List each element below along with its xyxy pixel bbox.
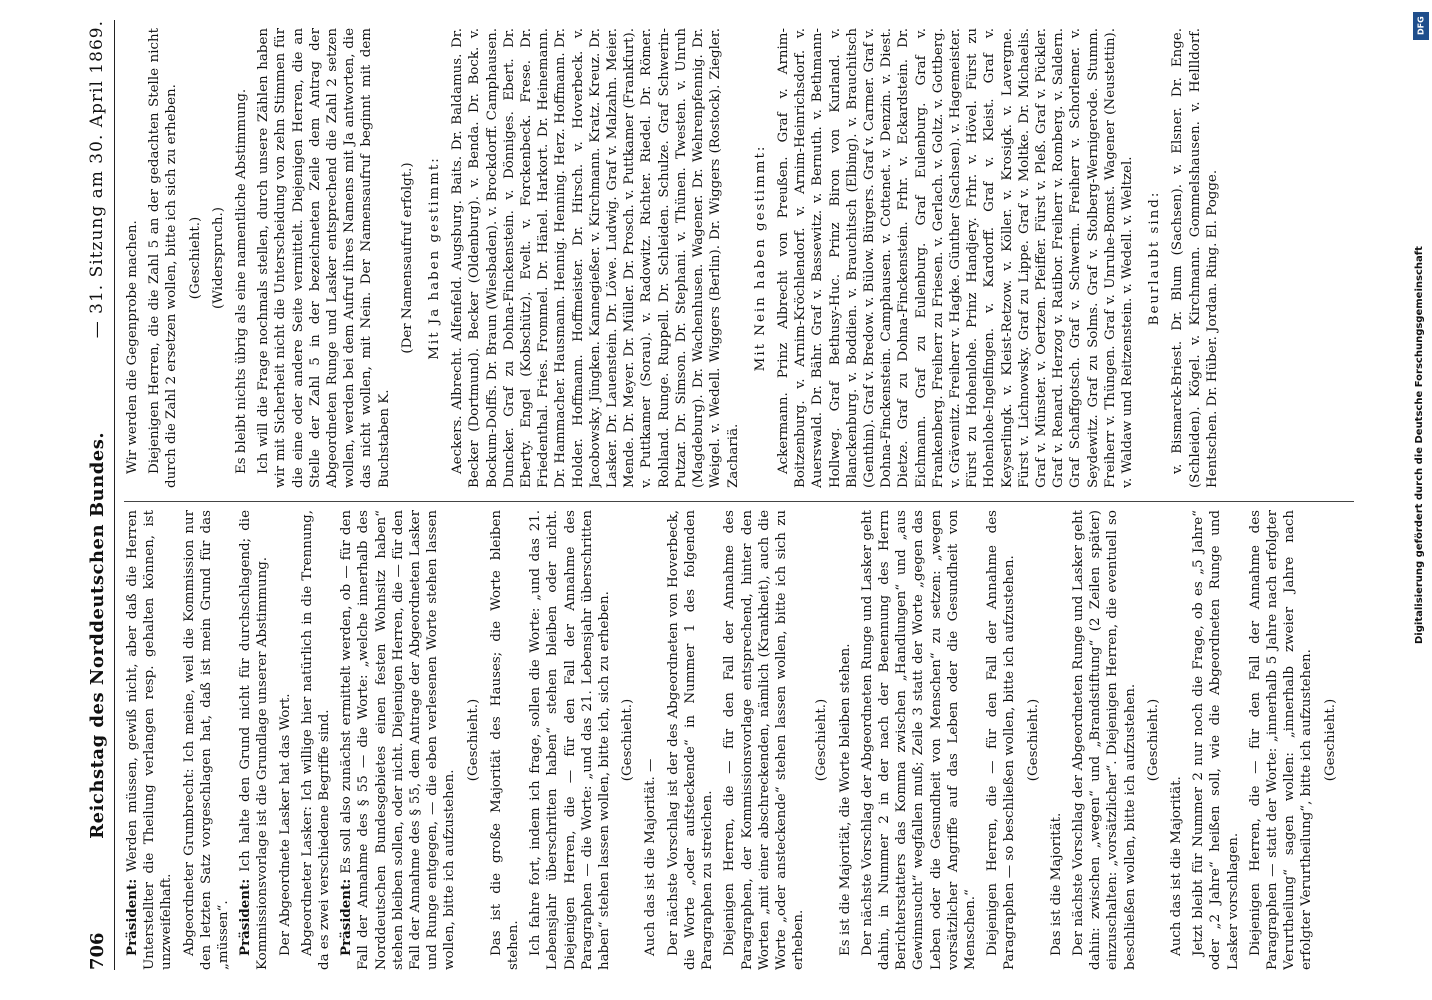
right-column	[124, 28, 1364, 488]
paragraph-text: Der nächste Vorschlag der Abgeordneten Runge und Lasker geht dahin: zwischen „wegen“ und „Brandstiftung“ (2 Zeilen später) einzuschalten: „vorsätzlicher“. Diejenigen Herren, die eventuell so beschließen wollen, bitte ich aufzustehen.	[1070, 510, 1138, 970]
page-title: Reichstag des Norddeutschen Bundes.	[86, 431, 108, 839]
vote-heading: Beurlaubt sind:	[1147, 190, 1163, 326]
stage-direction: (Geschieht.)	[620, 698, 636, 782]
paragraph	[181, 510, 233, 970]
paragraph-text: Auch das ist die Majorität.	[1168, 776, 1184, 956]
paragraph-text: Diejenigen Herren, die — für den Fall der Annahme des Paragraphen — statt der Worte: „innerhalb 5 Jahre nach erfolgter Verurtheilung“ sagen wollen: „innerhalb zweier Jahre nach erfolgter Verurtheilung“, bitte ich aufzustehen.	[1247, 510, 1315, 970]
paragraph	[1190, 510, 1242, 970]
paragraph	[1168, 510, 1185, 970]
paragraph	[124, 510, 176, 970]
vote-heading: Mit Ja haben gestimmt:	[427, 156, 443, 360]
paragraph	[124, 28, 141, 488]
stage-direction: (Geschieht.)	[1322, 698, 1338, 782]
paragraph-text: Der nächste Vorschlag der Abgeordneten Runge und Lasker geht dahin, in Nummer 2 in der nach der Benennung des Herrn Berichterstatters das Komma zwischen „Handlungen“ und „aus Gewinnsucht“ wegfallen muß; Zeile 3 statt der Worte „gegen das Leben oder die Gesundheit von Menschen“ zu setzen: „wegen vorsätzlicher Angriffe auf das Leben oder die Gesundheit von Menschen.“	[859, 510, 978, 970]
paragraph	[237, 510, 271, 970]
paragraph	[1048, 510, 1065, 970]
vote-heading: Mit Nein haben gestimmt:	[752, 144, 768, 372]
stage-direction: (Widerspruch.)	[210, 207, 226, 310]
document-page	[42, 0, 1422, 1000]
paragraph-text: Abgeordneter Grumbrecht: Ich meine, weil die Kommission nur den letzten Satz vorgeschlagen hat, daß ist mein Grund für das „müssen“.	[181, 510, 232, 970]
paragraph	[449, 28, 741, 488]
paragraph	[1169, 28, 1221, 488]
stage-direction: (Geschieht.)	[1145, 698, 1161, 782]
paragraph-text: Wir werden die Gegenprobe machen.	[125, 220, 140, 474]
paragraph	[277, 510, 294, 970]
speaker-label: Präsident:	[124, 878, 140, 956]
paragraph	[299, 510, 333, 970]
paragraph-text: Abgeordneter Lasker: Ich willige hier natürlich in die Trennung, da es zwei verschiedene Begriffe sind.	[299, 510, 333, 970]
paragraph	[859, 510, 979, 970]
column-divider	[124, 501, 1354, 502]
paragraph-text: Es ist die Majorität, die Worte bleiben stehen.	[837, 643, 853, 956]
page-header	[80, 20, 115, 970]
left-column	[124, 510, 1364, 970]
paragraph-text: Der Abgeordnete Lasker hat das Wort.	[277, 693, 293, 956]
paragraph	[488, 510, 522, 970]
paragraph	[146, 28, 180, 488]
paragraph-text: v. Bismarck-Briest. Dr. Blum (Sachsen). v. Elsner. Dr. Enge. (Schleiden). Kögel. v. Kirchmann. Gommelshausen. v. Hellldorf. Hentschen. Dr. Hüber. Jordan. Ring. El. Pogge.	[1170, 28, 1220, 488]
paragraph-text: Das ist die große Majorität des Hauses; die Worte bleiben stehen.	[488, 510, 522, 970]
session-line: — 31. Sitzung am 30. April 1869.	[87, 20, 107, 339]
paragraph-text: Ackermann. Prinz Albrecht von Preußen. Graf v. Arnim-Boitzenburg. v. Arnim-Kröchlendorf. v. Arnim-Heinrichsdorf. v. Auerswald. Dr. Bähr. Graf v. Bassewitz. v. Bernuth. v. Bethmann-Hollweg. Graf Bethusy-Huc. Prinz Biron von Kurland. v. Blanckenburg. v. Boddien. v. Brauchitsch (Elbing). v. Brauchitsch (Genthin). Graf v. Bredow. v. Bülow. Bürgers. Graf v. Carmer. Graf v. Dohna-Finckenstein. Camphausen. v. Cottenet. v. Denzin. v. Diest. Dietze. Graf zu Dohna-Finckenstein. Frhr. v. Eckardstein. Dr. Eichmann. Graf zu Eulenburg. Graf Eulenburg. Graf v. Frankenberg. Freiherr zu Friesen. v. Gerlach. v. Goltz. v. Gottberg. v. Grävenitz. Freiherr v. Hagke. Günther (Sachsen). v. Hagemeister. Fürst zu Hohenlohe. Prinz Handjery. Frhr. v. Hövel. Fürst zu Hohenlohe-Ingelfingen. v. Kardorff. Graf v. Kleist. Graf v. Keyserlingk. v. Kleist-Retzow. v. Köller. v. Krosigk. v. Lavergne. Fürst v. Lichnowsky. Graf zu Lippe. Graf v. Moltke. Dr. Michaelis. Graf v. Münster. v. Oertzen. Pfeiffer. Fürst v. Pleß. Graf v. Pückler. Graf v. Renard. Herzog v. Ratibor. Freiherr v. Romberg. v. Saldern. Graf Schaffgotsch. Graf v. Schwerin. Freiherr v. Schorlemer. v. Seydewitz. Graf zu Solms. Graf v. Stolberg-Wernigerode. Stumm. Freiherr v. Thüngen. Graf v. Unruhe-Bomst. Wagener (Neustettin). v. Waldaw und Reitzenstein. v. Wedell. v. Weltzel.	[775, 28, 1135, 488]
paragraph-text: Jetzt bleibt für Nummer 2 nur noch die Frage, ob es „5 Jahre“ oder „2 Jahre“ heißen soll, wie die Abgeordneten Runge und Lasker vorschlagen.	[1191, 510, 1241, 970]
stage-direction: (Der Namensaufruf erfolgt.)	[399, 162, 415, 354]
stage-direction: (Geschieht.)	[1025, 698, 1041, 782]
stage-direction: (Geschieht.)	[465, 698, 481, 782]
paragraph	[1247, 510, 1316, 970]
paragraph	[837, 510, 854, 970]
paragraph-text: Ich will die Frage nochmals stellen, durch unsere Zählen haben wir mit Sicherheit nicht die Unterscheidung von zehn Stimmen für die eine oder andere Seite vermittelt. Diejenigen Herren, die an Stelle der Zahl 5 in der bezeichneten Zeile dem Antrag der Abgeordneten Runge und Lasker entsprechend die Zahl 2 setzen wollen, werden bei dem Aufruf ihres Namens mit Ja antworten, die das nicht wollen, mit Nein. Der Namensaufruf beginnt mit dem Buchstaben K.	[256, 28, 392, 488]
paragraph	[642, 510, 659, 970]
dfg-credit	[1412, 6, 1430, 1000]
paragraph	[255, 28, 393, 488]
paragraph	[1070, 510, 1139, 970]
speaker-label: Präsident:	[338, 878, 355, 956]
dfg-credit-text: Digitalisierung gefördert durch die Deutsche Forschungsgemeinschaft	[1414, 246, 1425, 644]
dfg-logo: DFG	[1413, 12, 1429, 40]
paragraph-text: Es soll also zunächst ermittelt werden, ob — für den Fall der Annahme des § 55 — die Worte: „welche innerhalb des Norddeutschen Bundesgebietes einen festen Wohnsitz haben“ stehen bleiben sollen, oder nicht. Diejenigen Herren, die — für den Fall der Annahme des § 55, dem Antrage der Abgeordneten Lasker und Runge entgegen, — die eben verlesenen Worte stehen lassen wollen, bitte ich aufzustehen.	[339, 510, 458, 970]
paragraph-text: Diejenigen Herren, die — für den Fall der Annahme des Paragraphen, der Kommissionsvorlage entsprechend, hinter den Worten „mit einer abschreckenden, nämlich (Krankheit), auch die Worte „oder ansteckende“ stehen lassen wollen, bitte ich sich zu erheben.	[722, 510, 807, 970]
paragraph-text: Der nächste Vorschlag ist der des Abgeordneten von Hoverbeck, die Worte „oder aufsteckende“ in Nummer 1 des folgenden Paragraphen zu streichen.	[665, 510, 716, 970]
paragraph	[233, 28, 250, 488]
paragraph-text: Diejenigen Herren, die die Zahl 5 an der gedachten Stelle nicht durch die Zahl 2 ersetzen wollen, bitte ich sich zu erheben.	[147, 28, 180, 488]
paragraph-text: Auch das ist die Majorität. —	[643, 758, 659, 956]
paragraph	[984, 510, 1018, 970]
speaker-label: Präsident:	[237, 878, 254, 956]
paragraph	[721, 510, 807, 970]
paragraph-text: Es bleibt nichts übrig als eine namentliche Abstimmung.	[234, 88, 250, 474]
stage-direction: (Geschieht.)	[187, 216, 203, 300]
paragraph-text: Werden müssen, gewiß nicht, aber daß die Herren Unterstellter die Theilung verlangen resp. gehalten können, ist unzweifelhaft.	[125, 510, 175, 970]
paragraph	[527, 510, 613, 970]
paragraph-text: Das ist die Majorität.	[1048, 812, 1064, 956]
paragraph-text: Ich fahre fort, indem ich frage, sollen die Worte: „und das 21. Lebensjahr überschritten haben“ stehen bleiben oder nicht. Diejenigen Herren, die — für den Fall der Annahme des Paragraphen — die Worte: „und das 21. Lebensjahr überschritten haben“ stehen lassen wollen, bitte ich, sich zu erheben.	[528, 510, 613, 970]
paragraph	[665, 510, 717, 970]
paragraph	[338, 510, 458, 970]
paragraph-text: Diejenigen Herren, die — für den Fall der Annahme des Paragraphen — so beschließen wollen, bitte ich aufzustehen.	[985, 510, 1018, 970]
paragraph-text: Ich halte den Grund nicht für durchschlagend; die Kommissionsvorlage ist die Grundlage unserer Abstimmung.	[238, 510, 271, 970]
paragraph-text: Aeckers. Albrecht. Alfenfeld. Augsburg. Baits. Dr. Baldamus. Dr. Becker (Dortmund). Becker (Oldenburg). v. Benda. Dr. Bock. v. Bockum-Dolffs. Dr. Braun (Wiesbaden). v. Brockdorff. Camphausen. Duncker. Graf zu Dohna-Finckenstein. v. Dönniges. Ebert. Dr. Eberty. Engel (Kobschütz). Evelt. v. Forckenbeck. Frese. Dr. Friedenthal. Fries. Frommel. Dr. Hänel. Harkort. Dr. Heinemann. Dr. Hammacher. Hausmann. Hennig. Henning. Herz. Hoffmann. Dr. Holder. Hoffmann. Hoffmeister. Dr. Hirsch. v. Hoverbeck. v. Jacobowsky. Jüngken. Kannegießer. v. Kirchmann. Kratz. Kreuz. Dr. Lasker. Dr. Lauenstein. Dr. Löwe. Ludwig. Graf v. Malzahn. Meier. Mende. Dr. Meyer. Dr. Müller. Dr. Prosch. v. Puttkamer (Frankfurt). v. Puttkamer (Sorau). v. Radowitz. Richter. Riedel. Dr. Römer. Rohland. Runge. Ruppell. Dr. Schleiden. Schulze. Graf Schwerin-Putzar. Dr. Simson. Dr. Stephani. v. Thünen. Twesten. v. Unruh (Magdeburg). Dr. Wachenhusen. Wagener. Dr. Wehrenpfennig. Dr. Weigel. v. Wedell. Wiggers (Berlin). Dr. Wiggers (Rostock). Ziegler. Zachariä.	[450, 28, 741, 488]
page-number: 706	[86, 932, 108, 970]
stage-direction: (Geschieht.)	[814, 698, 830, 782]
paragraph	[775, 28, 1136, 488]
